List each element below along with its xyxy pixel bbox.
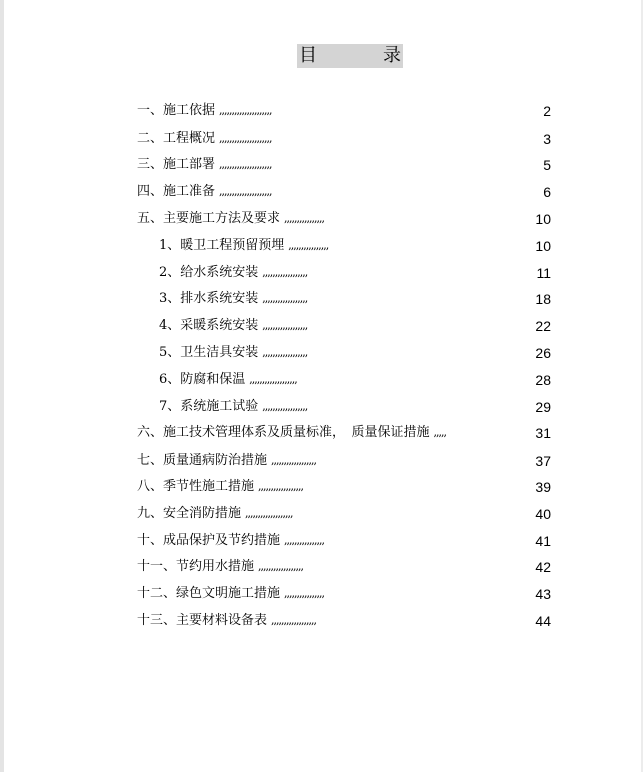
toc-leader-dots: ,,,,,,,,,,,,,,,,,, xyxy=(262,346,308,359)
toc-leader-dots: ,,,,,,,,,,,,,,,,,,,,, xyxy=(219,158,272,171)
toc-entry-label: 八、季节性施工措施 xyxy=(137,479,255,494)
toc-page-number: 10 xyxy=(535,211,551,227)
toc-leader-dots: ,,,,,,,,,,,,,,,,,, xyxy=(262,266,308,279)
toc-entry-label: 2、给水系统安装 xyxy=(159,265,259,280)
toc-entry-8[interactable] xyxy=(0,289,643,309)
toc-entry-18[interactable] xyxy=(0,557,643,577)
toc-leader-dots: ,,,,, xyxy=(433,426,446,439)
toc-entry-3[interactable] xyxy=(0,155,643,175)
toc-entry-label: 十三、主要材料设备表 xyxy=(137,613,268,628)
toc-leader-dots: ,,,,,,,,,,,,,,,,,, xyxy=(271,614,316,627)
toc-entry-17[interactable] xyxy=(0,531,643,551)
toc-leader-dots: ,,,,,,,,,,,,,,,,,,,,, xyxy=(219,185,272,198)
toc-leader-dots: ,,,,,,,,,,,,,,,,,, xyxy=(262,400,308,413)
toc-entry-label: 七、质量通病防治措施 xyxy=(137,453,268,468)
toc-entry-label: 六、施工技术管理体系及质量标准， 质量保证措施 xyxy=(137,425,430,440)
toc-leader-dots: ,,,,,,,,,,,,,,,,,, xyxy=(262,319,308,332)
toc-entry-label: 5、卫生洁具安装 xyxy=(159,345,259,360)
toc-entry-19[interactable] xyxy=(0,584,643,604)
toc-title-char-1: 目 xyxy=(299,45,317,66)
toc-entry-9[interactable] xyxy=(0,316,643,336)
toc-entry-label: 7、系统施工试验 xyxy=(159,399,259,414)
toc-leader-dots: ,,,,,,,,,,,,,,,,,, xyxy=(258,480,303,493)
toc-page-number: 37 xyxy=(535,453,551,469)
toc-page-number: 5 xyxy=(543,157,551,173)
toc-page-number: 42 xyxy=(535,559,551,575)
toc-entry-14[interactable] xyxy=(0,451,643,471)
toc-entry-label: 一、施工依据 xyxy=(137,103,216,118)
toc-page-number: 18 xyxy=(535,291,551,307)
toc-page-number: 26 xyxy=(535,345,551,361)
toc-page-number: 31 xyxy=(535,425,551,441)
toc-entry-label: 3、排水系统安装 xyxy=(159,291,259,306)
toc-entry-label: 十、成品保护及节约措施 xyxy=(137,533,281,548)
toc-page-number: 43 xyxy=(535,586,551,602)
toc-page-number: 39 xyxy=(535,479,551,495)
toc-entry-15[interactable] xyxy=(0,477,643,497)
toc-entry-12[interactable] xyxy=(0,397,643,417)
toc-page-number: 44 xyxy=(535,613,551,629)
toc-page-number: 22 xyxy=(535,318,551,334)
toc-entry-1[interactable] xyxy=(0,101,643,121)
toc-entry-label: 三、施工部署 xyxy=(137,157,216,172)
toc-entry-6[interactable] xyxy=(0,236,643,256)
toc-leader-dots: ,,,,,,,,,,,,,,,,,,, xyxy=(245,507,293,520)
toc-page-number: 10 xyxy=(535,238,551,254)
toc-leader-dots: ,,,,,,,,,,,,,,,,,, xyxy=(262,292,308,305)
toc-page-number: 28 xyxy=(535,372,551,388)
toc-title-char-2: 录 xyxy=(383,45,401,66)
toc-entry-label: 五、主要施工方法及要求 xyxy=(137,211,281,226)
toc-leader-dots: ,,,,,,,,,,,,,,,, xyxy=(284,587,324,600)
toc-leader-dots: ,,,,,,,,,,,,,,,, xyxy=(284,212,324,225)
toc-entry-label: 1、暖卫工程预留预埋 xyxy=(159,238,285,253)
toc-leader-dots: ,,,,,,,,,,,,,,,,,, xyxy=(258,560,303,573)
toc-entry-label: 十二、绿色文明施工措施 xyxy=(137,586,281,601)
toc-entry-label: 6、防腐和保温 xyxy=(159,372,246,387)
toc-entry-label: 十一、节约用水措施 xyxy=(137,559,255,574)
toc-entry-20[interactable] xyxy=(0,611,643,631)
toc-page-number: 40 xyxy=(535,506,551,522)
toc-entry-label: 四、施工准备 xyxy=(137,184,216,199)
toc-entry-2[interactable] xyxy=(0,129,643,149)
toc-title xyxy=(297,44,403,68)
toc-entry-13[interactable] xyxy=(0,423,643,443)
toc-leader-dots: ,,,,,,,,,,,,,,,, xyxy=(284,534,324,547)
toc-entry-4[interactable] xyxy=(0,182,643,202)
toc-page-number: 6 xyxy=(543,184,551,200)
toc-leader-dots: ,,,,,,,,,,,,,,,, xyxy=(288,239,329,252)
toc-entry-5[interactable] xyxy=(0,209,643,229)
toc-leader-dots: ,,,,,,,,,,,,,,,,,, xyxy=(271,454,316,467)
toc-entry-label: 4、采暖系统安装 xyxy=(159,318,259,333)
toc-entry-label: 二、工程概况 xyxy=(137,131,216,146)
toc-page-number: 3 xyxy=(543,131,551,147)
toc-entry-label: 九、安全消防措施 xyxy=(137,506,242,521)
toc-page-number: 41 xyxy=(535,533,551,549)
toc-entry-10[interactable] xyxy=(0,343,643,363)
toc-entry-7[interactable] xyxy=(0,263,643,283)
toc-leader-dots: ,,,,,,,,,,,,,,,,,,,,, xyxy=(219,104,272,117)
toc-page-number: 29 xyxy=(535,399,551,415)
toc-page-number: 11 xyxy=(536,265,551,281)
toc-page-number: 2 xyxy=(543,103,551,119)
toc-entry-16[interactable] xyxy=(0,504,643,524)
toc-leader-dots: ,,,,,,,,,,,,,,,,,,,,, xyxy=(219,132,272,145)
toc-entry-11[interactable] xyxy=(0,370,643,390)
toc-leader-dots: ,,,,,,,,,,,,,,,,,,, xyxy=(249,373,297,386)
